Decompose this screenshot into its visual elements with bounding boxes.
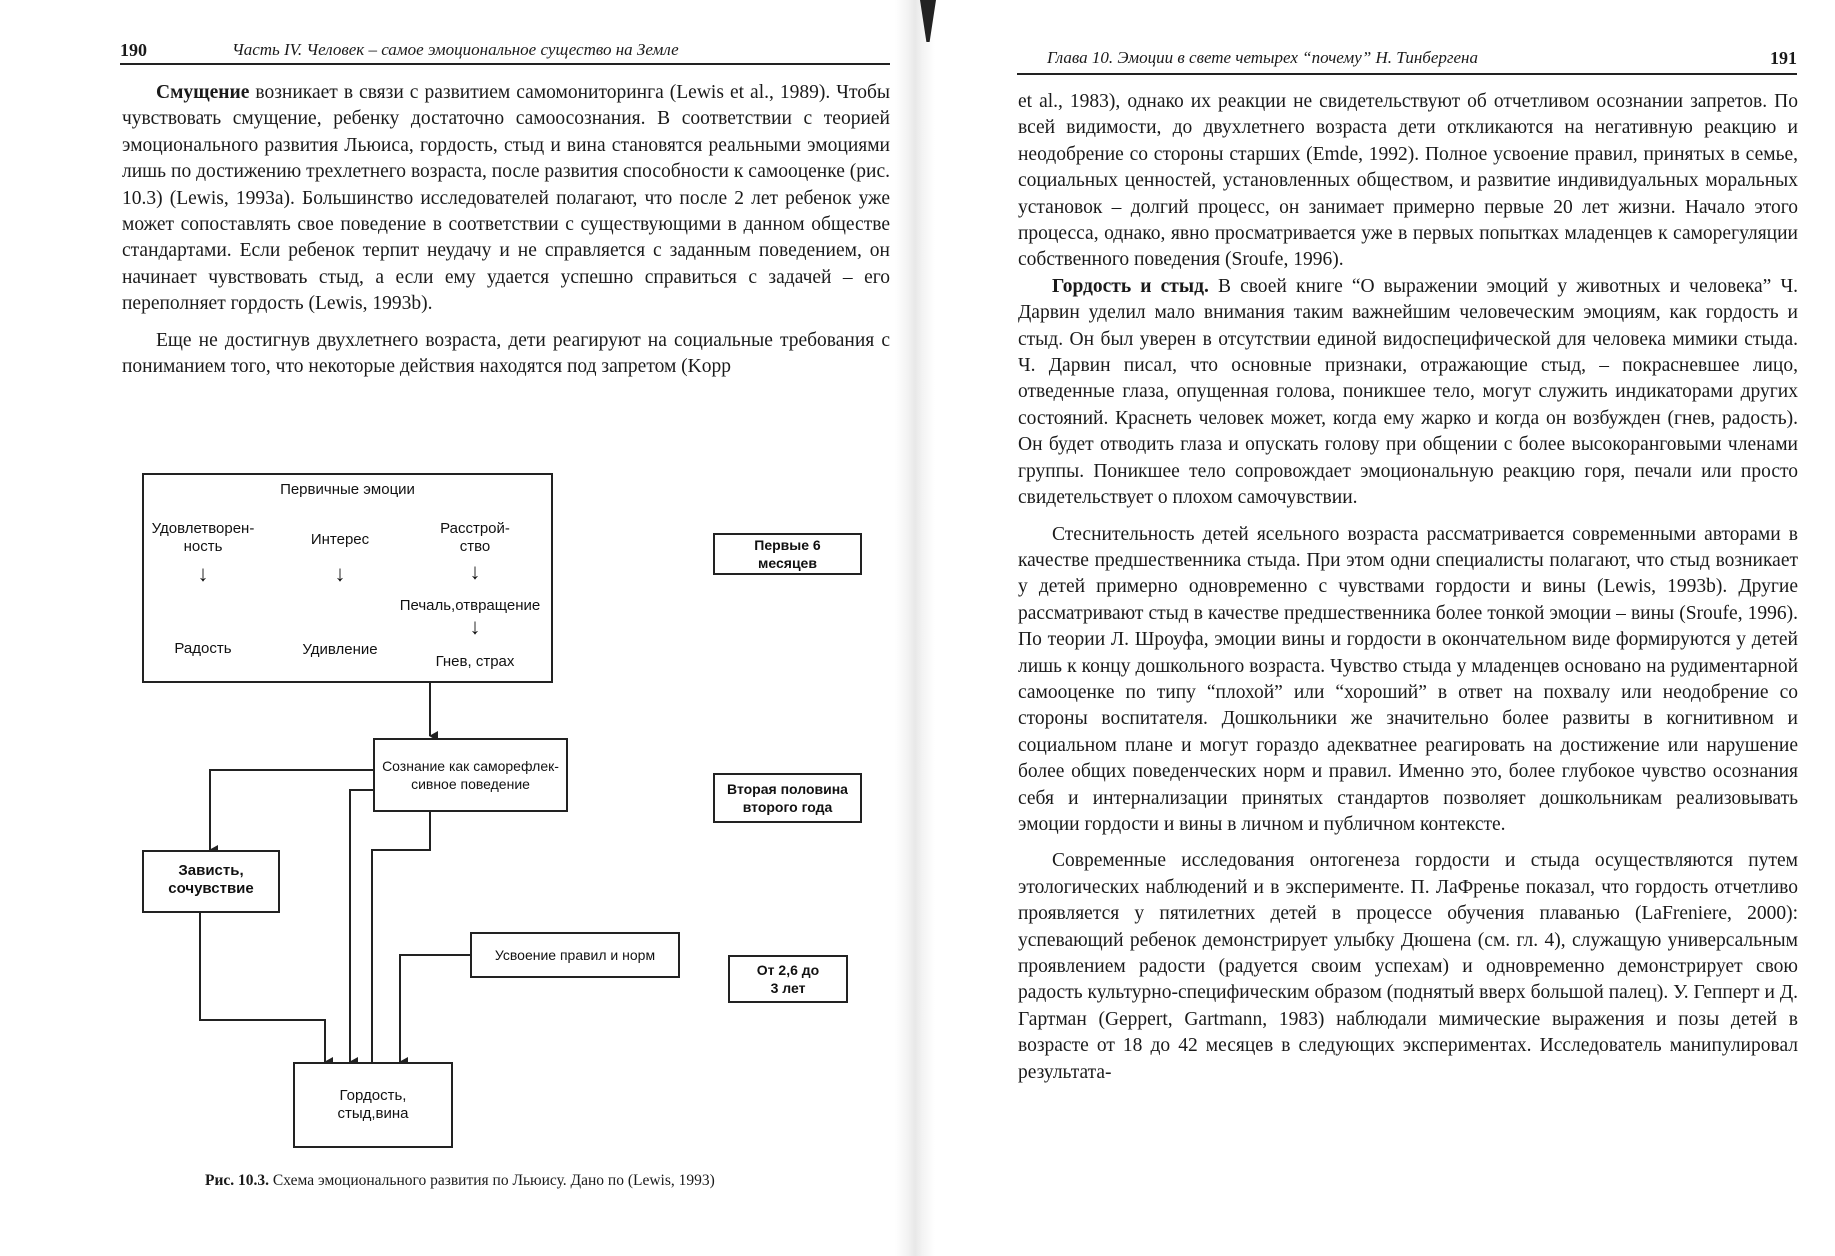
anger-fear-label: Гнев, страх	[435, 653, 515, 670]
right-header-rule	[1017, 73, 1797, 75]
left-paragraph-1-text: возникает в связи с развитием самомониторинга (Lewis et al., 1989). Чтобы чувствовать смущение, ребенку достаточно самоосознания. В соответствии с теорией эмоционального развития Льюиса, гордость, стыд и вина становятся реальными эмоциями лишь по достижению трехлетнего возраста, после развития способности к самооценке (рис. 10.3) (Lewis, 1993a). Большинство исследователей полагают, что после 2 лет ребенок уже может сопоставлять свое поведение в соответствии с существующими в данном обществе стандартами. Если ребенок терпит неудачу и не справляется с заданным поведением, он начинает чувствовать стыд, а если ему удается успешно справиться с задачей – его переполняет гордость (Lewis, 1993b).	[122, 82, 890, 315]
arrow-contentment: ↓	[197, 561, 209, 586]
right-page	[905, 0, 1835, 1256]
right-body-text	[1018, 89, 1798, 1086]
sadness-disgust-label: Печаль,отвращение	[399, 597, 541, 614]
term-smushchenie: Смущение	[156, 82, 250, 103]
right-paragraph-4	[1018, 848, 1798, 1086]
term-pride-shame: Гордость и стыд.	[1052, 275, 1209, 297]
left-page-number: 190	[120, 40, 147, 60]
left-page	[0, 0, 905, 1256]
age-2-6-to-3-years-label: От 2,6 до 3 лет	[756, 962, 820, 996]
right-paragraph-4-text: Современные исследования онтогенеза гордости и стыда осуществляются путем этологических наблюдений и в эксперименте. П. ЛаФренье показал, что гордость отчетливо проявляется у пятилетних детей в процессе обучения плаванью (LaFreniere, 2000): успевающий ребенок демонстрирует улыбку Дюшена (см. гл. 4), служащую универсальным проявлением радости (радуется своим успехам) и одновременно демонстрирует свою радость культурно-специфическим образом (поднятый вверх большой палец). У. Гепперт и Д. Гартман (Geppert, Gartmann, 1983) наблюдали мимические выражения и позы детей в возрасте от 18 до 42 месяцев в следующих экспериментах. Исследователь манипулировал результата-	[1018, 850, 1798, 1083]
emotion-development-diagram	[0, 0, 905, 1256]
arrow-sadness: ↓	[469, 614, 481, 639]
right-paragraph-1-text: et al., 1983), однако их реакции не свидетельствуют об отчетливом осознании запретов. По всей видимости, до двухлетнего возраста дети откликаются на негативную реакцию и неодобрение со стороны старших (Emde, 1992). Полное усвоение правил, принятых в семье, социальных ценностей, установленных обществом, и развитие индивидуальных моральных установок – долгий процесс, он занимает примерно первые 20 лет жизни. Начало этого процесса, однако, явно просматривается уже в первых попытках младенцев к саморегуляции собственного поведения (Sroufe, 1996).	[1018, 91, 1798, 271]
right-running-head: Глава 10. Эмоции в свете четырех “почему” Н. Тинбергена	[1047, 48, 1478, 67]
figure-caption-text: Схема эмоционального развития по Льюису. Дано по (Lewis, 1993)	[269, 1172, 715, 1189]
surprise-label: Удивление	[302, 641, 378, 658]
interest-label: Интерес	[310, 531, 370, 548]
right-paragraph-3	[1018, 522, 1798, 839]
left-paragraph-2-text: Еще не достигнув двухлетнего возраста, дети реагируют на социальные требования с пониманием того, что некоторые действия находятся под запретом (Kopp	[122, 329, 890, 378]
right-paragraph-2-text: В своей книге “О выражении эмоций у животных и человека” Ч. Дарвин уделил мало внимания таким важнейшим человеческим эмоциям, как гордость и стыд. Он был уверен в отсутствии единой видоспецифической для человека мимики стыда. Ч. Дарвин писал, что основные признаки, отражающие стыд, – покрасневшее лицо, отведенные глаза, опущенная голова, поникшее тело, могут служить индикаторами других состояний. Краснеть человек может, когда ему жарко и когда он возбужден (гнев, радость). Он будет отводить глаза и опускать голову при общении с более высокоранговыми членами группы. Поникшее тело сопровождает эмоциональную реакцию горя, печали или просто свидетельствует о плохом самочувствии.	[1018, 275, 1798, 509]
joy-label: Радость	[174, 640, 232, 657]
right-page-number: 191	[1770, 48, 1797, 68]
left-running-head: Часть IV. Человек – самое эмоциональное существо на Земле	[232, 40, 679, 59]
envy-empathy-label: Зависть, сочувствие	[168, 862, 254, 897]
arrow-distress: ↓	[469, 559, 481, 584]
figure-caption-label: Рис. 10.3.	[205, 1172, 270, 1189]
rules-norms-label: Усвоение правил и норм	[494, 947, 656, 963]
figure-caption	[205, 1172, 825, 1190]
pride-shame-guilt-label: Гордость, стыд,вина	[337, 1087, 409, 1122]
self-awareness-label: Сознание как саморефлек- сивное поведение	[382, 758, 559, 792]
right-paragraph-3-text: Стеснительность детей ясельного возраста рассматривается современными авторами в качестве предшественника стыда. При этом одни специалисты полагают, что стыд возникает у детей примерно одновременно с чувствами гордости и вины (Lewis, 1993b). Другие рассматривают стыд в качестве предшественника более тонкой эмоции – вины (Sroufe, 1996). По теории Л. Шроуфа, эмоции вины и гордости в окончательном виде формируются у детей лишь к концу дошкольного возраста. Чувство стыда у младенцев основано на рудиментарной самооценке по типу “плохой” или “хороший” в ответ на похвалу или неодобрение со стороны воспитателя. Дошкольники же значительно более развиты в когнитивном и социальном плане и могут гораздо адекватнее реагировать на достижение или нарушение более общих поведенческих норм и правил. Именно это, более глубокое чувство осознания себя и интернализации принятых стандартов позволяет дошкольникам реализовывать эмоции гордости и вины в личном и публичном контексте.	[1018, 523, 1798, 835]
right-paragraph-1	[1018, 89, 1798, 274]
contentment-label: Удовлетворен- ность	[151, 520, 255, 555]
age-first-6-months-label: Первые 6 месяцев	[754, 537, 821, 571]
right-paragraph-2	[1018, 274, 1798, 512]
primary-emotions-title: Первичные эмоции	[280, 481, 415, 498]
distress-label: Расстрой- ство	[440, 520, 510, 555]
age-second-half-year-label: Вторая половина второго года	[727, 781, 848, 815]
arrow-interest: ↓	[334, 561, 346, 586]
